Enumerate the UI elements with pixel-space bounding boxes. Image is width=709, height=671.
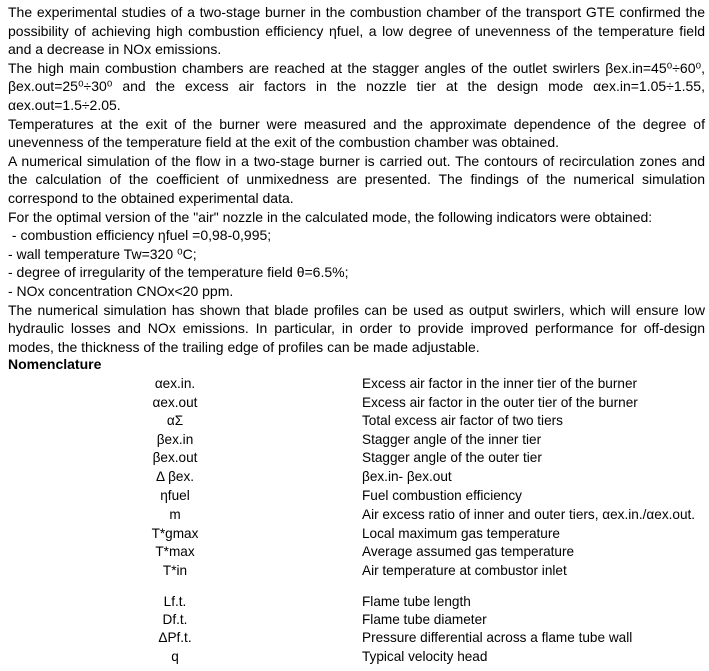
- nomenclature-definition: Fuel combustion efficiency: [362, 488, 522, 503]
- indicator-irregularity: - degree of irregularity of the temperature field θ=6.5%;: [8, 264, 349, 281]
- nomenclature-symbol: T*in: [162, 563, 188, 578]
- paragraph-intro: The experimental studies of a two-stage burner in the combustion chamber of the transport GTE confirmed the possibility of achieving high combustion efficiency ηfuel, a low degree of unevenness of the temperature field and a decrease in NOx emissions.: [8, 4, 705, 58]
- indicator-combustion-efficiency: - combustion efficiency ηfuel =0,98-0,995;: [8, 227, 272, 244]
- nomenclature-row: [0, 395, 709, 414]
- nomenclature-symbol: q: [171, 649, 179, 664]
- nomenclature-symbol: T*max: [155, 544, 195, 559]
- indicator-nox: - NOx concentration CNOx<20 ppm.: [8, 282, 234, 299]
- nomenclature-symbol: Df.t.: [162, 612, 188, 627]
- nomenclature-row: [0, 544, 709, 563]
- nomenclature-row: [0, 469, 709, 488]
- body-text: [8, 3, 705, 356]
- nomenclature-row: [0, 432, 709, 451]
- nomenclature-row: [0, 450, 709, 469]
- indicator-wall-temperature: - wall temperature Tw=320 ⁰C;: [8, 245, 197, 262]
- nomenclature-row: [0, 488, 709, 507]
- nomenclature-row: [0, 594, 709, 613]
- nomenclature-symbol: αex.out: [152, 395, 198, 410]
- nomenclature-row: [0, 563, 709, 582]
- paragraph-optimal-version: For the optimal version of the "air" nozzle in the calculated mode, the following indicators were obtained:: [8, 208, 653, 225]
- nomenclature-definition: βex.in- βex.out: [362, 469, 452, 484]
- nomenclature-definition: Excess air factor in the inner tier of the burner: [362, 376, 638, 391]
- nomenclature-row: [0, 507, 709, 526]
- nomenclature-definition: Stagger angle of the outer tier: [362, 450, 542, 465]
- nomenclature-definition: Flame tube diameter: [362, 612, 487, 627]
- nomenclature-row: [0, 376, 709, 395]
- nomenclature-row: [0, 526, 709, 545]
- nomenclature-row: [0, 612, 709, 631]
- nomenclature-definition: Local maximum gas temperature: [362, 526, 560, 541]
- nomenclature-symbol: αex.in.: [154, 376, 196, 391]
- paragraph-stagger-angles: The high main combustion chambers are reached at the stagger angles of the outlet swirlers βex.in=45⁰÷60⁰, βex.out=25⁰÷30⁰ and the excess air factors in the nozzle tier at the design mode αex.in=1.05÷1.55, αex.out=1.5÷2.05.: [8, 59, 705, 113]
- nomenclature-row: [0, 630, 709, 649]
- nomenclature-definition: Stagger angle of the inner tier: [362, 432, 542, 447]
- nomenclature-definition: Air temperature at combustor inlet: [362, 563, 567, 578]
- nomenclature-symbol: βex.in: [156, 432, 194, 447]
- nomenclature-definition: Excess air factor in the outer tier of the burner: [362, 395, 638, 410]
- nomenclature-symbol: ηfuel: [160, 488, 190, 503]
- nomenclature-symbol: m: [169, 507, 181, 522]
- nomenclature-definition: Flame tube length: [362, 594, 471, 609]
- nomenclature-symbol: βex.out: [152, 450, 198, 465]
- nomenclature-row: [0, 649, 709, 668]
- nomenclature-symbol: T*gmax: [151, 526, 199, 541]
- paragraph-conclusion: The numerical simulation has shown that blade profiles can be used as output swirlers, which will ensure low hydraulic losses and NOx emissions. In particular, in order to provide improved performance for off-design modes, the thickness of the trailing edge of profiles can be made adjustable.: [8, 301, 705, 355]
- paragraph-temperatures: Temperatures at the exit of the burner were measured and the approximate dependence of the degree of unevenness of the temperature field at the exit of the combustion chamber was obtained.: [8, 115, 705, 151]
- nomenclature-symbol: αΣ: [166, 413, 184, 428]
- nomenclature-definition: Total excess air factor of two tiers: [362, 413, 563, 428]
- nomenclature-symbol: Δ βex.: [155, 469, 195, 484]
- nomenclature-symbol: ΔPf.t.: [158, 630, 192, 645]
- nomenclature-definition: Typical velocity head: [362, 649, 488, 664]
- nomenclature-row: [0, 413, 709, 432]
- nomenclature-heading: Nomenclature: [8, 356, 102, 372]
- nomenclature-definition: Air excess ratio of inner and outer tiers, αex.in./αex.out.: [362, 507, 696, 522]
- nomenclature-definition: Pressure differential across a flame tube wall: [362, 630, 633, 645]
- nomenclature-definition: Average assumed gas temperature: [362, 544, 575, 559]
- paragraph-simulation: A numerical simulation of the flow in a two-stage burner is carried out. The contours of recirculation zones and the calculation of the coefficient of unmixedness are presented. The findings of the numerical simulation correspond to the obtained experimental data.: [8, 152, 705, 206]
- nomenclature-symbol: Lf.t.: [163, 594, 187, 609]
